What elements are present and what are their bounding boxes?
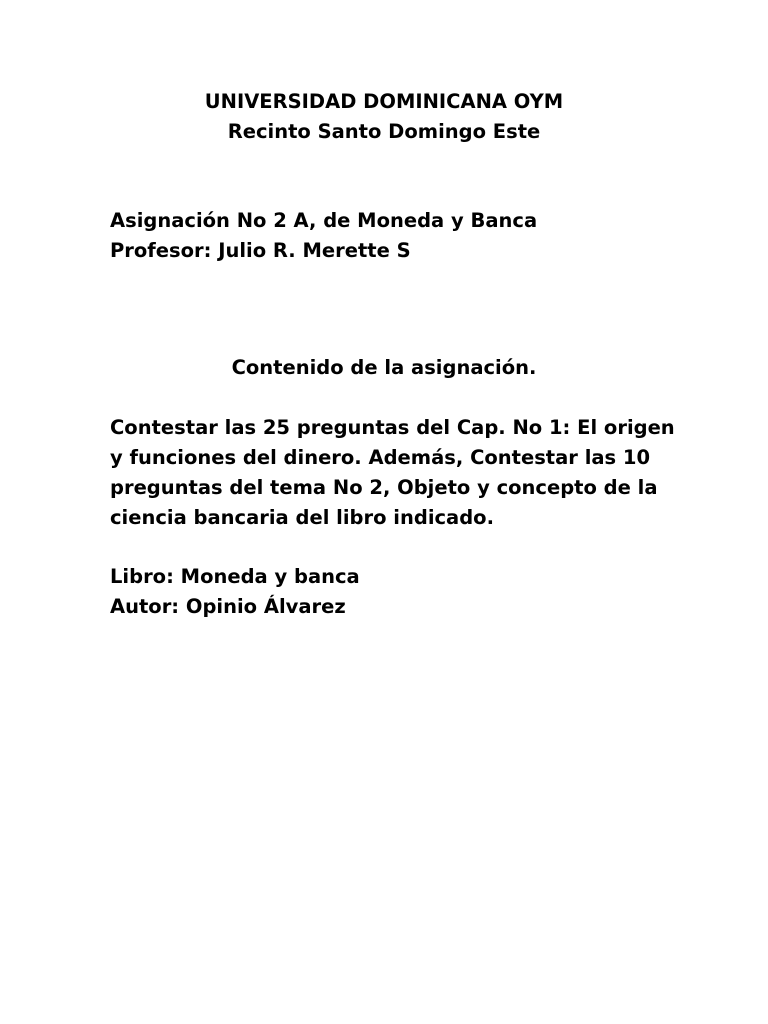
campus-name: Recinto Santo Domingo Este (227, 120, 541, 143)
university-name: UNIVERSIDAD DOMINICANA OYM (204, 90, 564, 113)
author-line: Autor: Opinio Álvarez (110, 595, 346, 618)
assignment-title: Asignación No 2 A, de Moneda y Banca (110, 209, 538, 232)
content-body-line-3: preguntas del tema No 2, Objeto y concepto de la (110, 476, 658, 499)
content-body-line-4: ciencia bancaria del libro indicado. (110, 506, 494, 529)
professor-line: Profesor: Julio R. Merette S (110, 239, 411, 262)
content-heading: Contenido de la asignación. (231, 356, 537, 379)
content-body-line-2: y funciones del dinero. Además, Contestar las 10 (110, 446, 651, 469)
content-body-line-1: Contestar las 25 preguntas del Cap. No 1: El origen (110, 416, 675, 439)
book-line: Libro: Moneda y banca (110, 565, 360, 588)
